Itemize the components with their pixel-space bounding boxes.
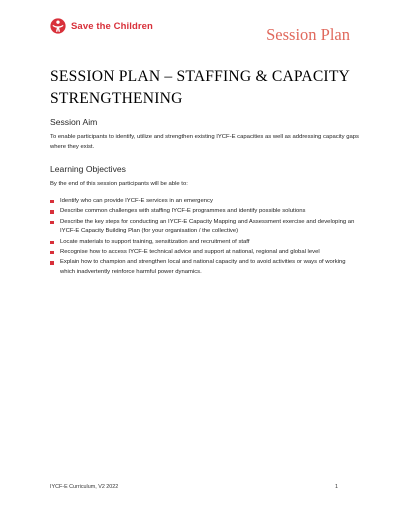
list-item <box>50 258 360 277</box>
document-body <box>50 66 360 278</box>
bullet-icon <box>50 241 54 245</box>
learning-objectives-heading: Learning Objectives <box>50 164 126 175</box>
objective-text: Recognise how to access IYCF-E technical advice and support at national, regional and global level <box>60 248 320 255</box>
objective-text: Explain how to champion and strengthen local and national capacity and to avoid activities or ways of working which inadvertently reinforce harmful power dynamics. <box>60 259 346 275</box>
list-item <box>50 238 360 248</box>
objective-text: Describe common challenges with staffing IYCF-E programmes and identify possible solutions <box>60 208 306 215</box>
session-plan-label: Session Plan <box>266 25 350 44</box>
bullet-icon <box>50 261 54 265</box>
objective-text: Describe the key steps for conducting an IYCF-E Capacity Mapping and Assessment exercise and developing an IYCF-E Capacity Building Plan (for your organisation / the collective) <box>60 218 355 235</box>
save-the-children-logo-icon <box>50 18 66 34</box>
bullet-icon <box>50 221 54 225</box>
objective-text: Identify who can provide IYCF-E services in an emergency <box>60 197 213 204</box>
page-title: SESSION PLAN – STAFFING & CAPACITY STRENGTHENING <box>50 68 350 107</box>
bullet-icon <box>50 210 54 214</box>
bullet-icon <box>50 200 54 204</box>
logo <box>50 18 153 34</box>
objective-text: Locate materials to support training, sensitization and recruitment of staff <box>60 238 250 245</box>
list-item <box>50 207 360 217</box>
page-number: 1 <box>335 484 338 490</box>
footer-version: IYCF-E Curriculum, V2 2022 <box>50 484 119 490</box>
session-aim-text: To enable participants to identify, utilize and strengthen existing IYCF-E capacities as well as addressing capacity gaps where they exist. <box>50 134 359 150</box>
bullet-icon <box>50 251 54 255</box>
learning-objectives-intro: By the end of this session participants will be able to: <box>50 181 188 188</box>
list-item <box>50 218 360 237</box>
objectives-list <box>50 197 360 278</box>
session-aim-heading: Session Aim <box>50 117 98 127</box>
list-item <box>50 197 360 207</box>
list-item <box>50 248 360 258</box>
logo-text: Save the Children <box>71 20 153 32</box>
